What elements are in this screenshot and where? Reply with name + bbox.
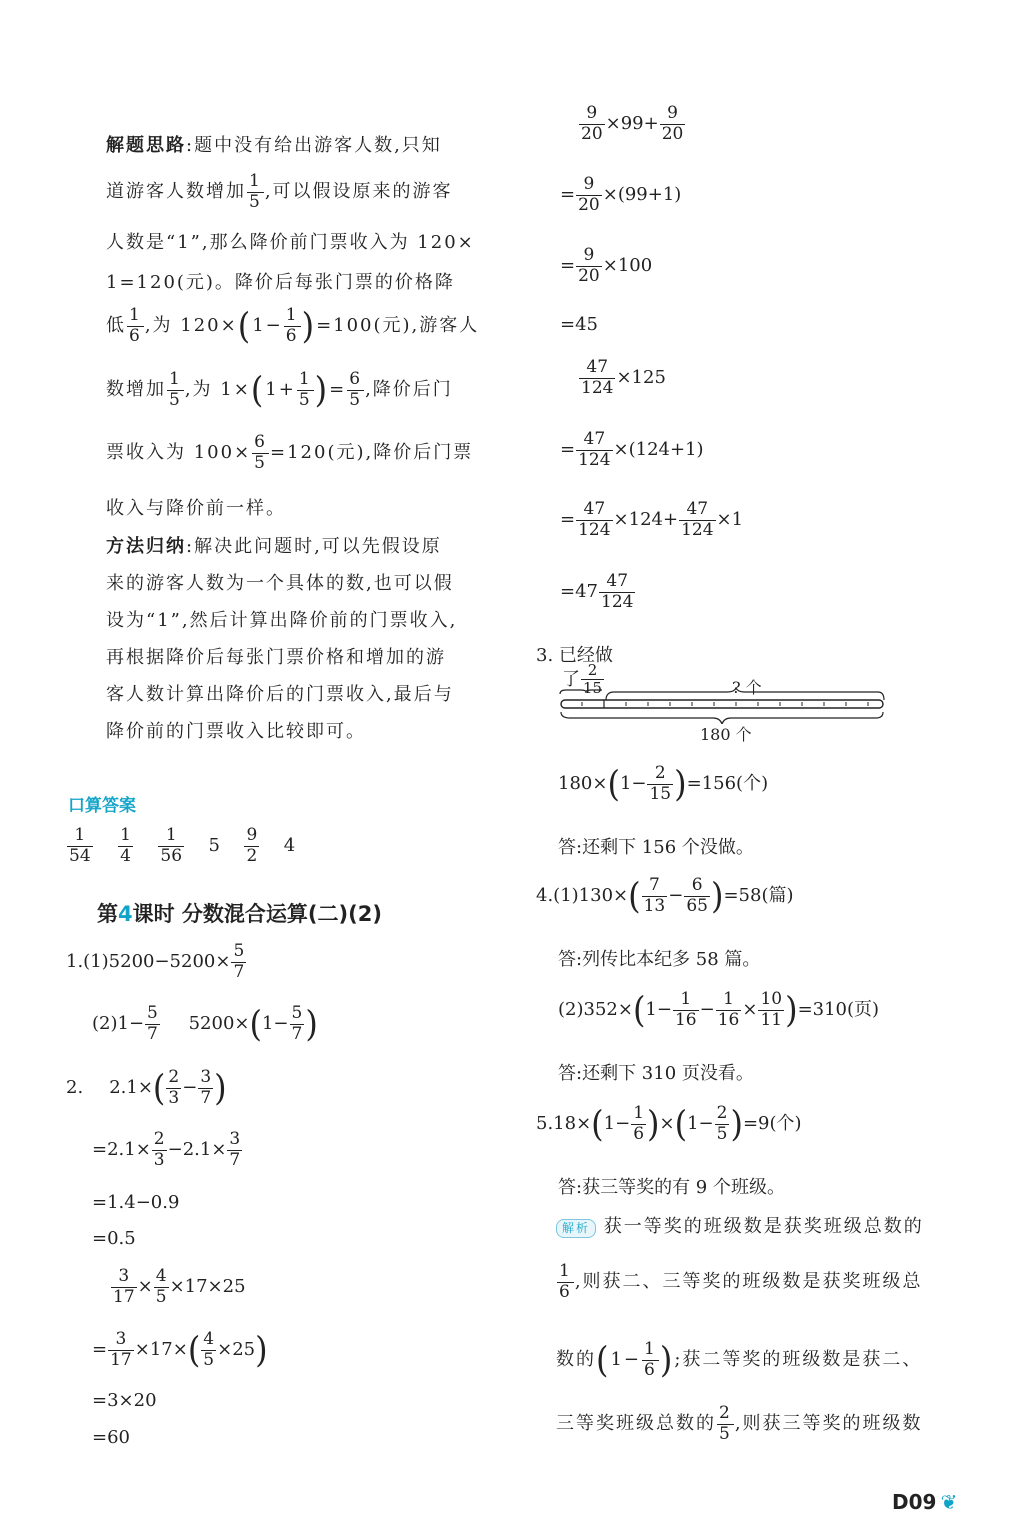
idea-line-2: 道游客人数增加 $\frac{1}{5}$ ,可以假设原来的游客 <box>106 171 453 212</box>
q3-label: 3. 已经做 <box>536 645 613 666</box>
q2-line5: $\frac{3}{17}$ × $\frac{4}{5}$ ×17×25 <box>113 1266 246 1307</box>
leaf-icon: ❦ <box>940 1490 958 1514</box>
fraction: $\frac{6}{5}$ <box>254 432 267 473</box>
fraction: $\frac{4}{5}$ <box>155 1266 167 1307</box>
calc-line-5: $\frac{47}{124}$ ×125 <box>581 357 666 398</box>
fraction: $\frac{3}{17}$ <box>110 1329 132 1370</box>
fraction: $\frac{9}{20}$ <box>661 103 684 144</box>
q1-part2: (2)1− $\frac{5}{7}$ 5200×(1− $\frac{5}{7}$ ) <box>92 1003 318 1045</box>
idea-line-7: 票收入为 100× $\frac{6}{5}$ =120(元),降价后门票 <box>106 432 474 473</box>
fraction: $\frac{9}{20}$ <box>581 103 603 144</box>
q3-unknown-label: ? 个 <box>732 678 762 697</box>
method-line-2: 来的游客人数为一个具体的数,也可以假 <box>106 573 454 594</box>
method-line-6: 降价前的门票收入比较即可。 <box>106 721 366 742</box>
fraction: $\frac{1}{6}$ <box>129 305 142 346</box>
fraction: $\frac{47}{124}$ <box>601 571 634 612</box>
q3-total-label: 180 个 <box>700 725 752 744</box>
fraction: $\frac{1}{6}$ <box>559 1261 572 1302</box>
fraction: $\frac{2}{5}$ <box>716 1103 728 1144</box>
fraction: $\frac{2}{15}$ <box>649 763 672 804</box>
fraction: $\frac{2}{3}$ <box>168 1067 180 1108</box>
idea-line-8: 收入与降价前一样。 <box>106 498 286 519</box>
q4-part2: (2)352×(1− $\frac{1}{16}$ − $\frac{1}{16}$ × $\frac{10}{11}$ )=310(页) <box>558 989 880 1031</box>
fraction: $\frac{1}{16}$ <box>717 989 740 1030</box>
q1-part1: 1.(1)5200−5200× $\frac{5}{7}$ <box>66 941 245 982</box>
q2-line8: =60 <box>92 1427 130 1448</box>
calc-line-1: $\frac{9}{20}$ ×99+ $\frac{9}{20}$ <box>581 103 684 144</box>
fraction: $\frac{3}{7}$ <box>200 1067 212 1108</box>
q4-part2-answer: 答:还剩下 310 页没看。 <box>558 1063 754 1084</box>
page-number: D09 ❦ <box>892 1490 958 1514</box>
segment-diagram <box>558 688 888 724</box>
fraction: $\frac{47}{124}$ <box>681 499 714 540</box>
fraction: $\frac{1}{5}$ <box>169 369 182 410</box>
calc-line-6: = $\frac{47}{124}$ ×(124+1) <box>560 429 704 470</box>
method-line-1: 方法归纳:解决此问题时,可以先假设原 <box>106 536 442 557</box>
calc-line-8: =47 $\frac{47}{124}$ <box>560 571 634 612</box>
idea-label: 解题思路 <box>106 135 186 156</box>
fraction: $\frac{5}{7}$ <box>233 941 245 982</box>
calc-line-3: = $\frac{9}{20}$ ×100 <box>560 245 653 286</box>
fraction: $\frac{6}{5}$ <box>349 369 363 410</box>
fraction: $\frac{9}{20}$ <box>578 174 600 215</box>
oral-title: 口算答案 <box>68 796 136 816</box>
q5-equation: 5.18×(1− $\frac{1}{6}$ )×(1− $\frac{2}{5}$ )=9(个) <box>536 1103 802 1145</box>
analysis-tag: 解析 <box>556 1219 596 1238</box>
q3-done-label: 了 $\frac{2}{15}$ <box>562 661 603 698</box>
idea-line-5: 低 $\frac{1}{6}$ ,为 120×(1− $\frac{1}{6}$ )=100(元),游客人 <box>106 305 480 347</box>
fraction: $\frac{6}{65}$ <box>686 875 708 916</box>
fraction: $\frac{10}{11}$ <box>760 989 783 1030</box>
calc-line-2: = $\frac{9}{20}$ ×(99+1) <box>560 174 682 215</box>
fraction: $\frac{7}{13}$ <box>643 875 666 916</box>
fraction: $\frac{1}{5}$ <box>298 369 312 410</box>
fraction: $\frac{5}{7}$ <box>147 1003 158 1044</box>
fraction: $\frac{3}{17}$ <box>113 1266 135 1307</box>
segment-bar <box>558 688 888 724</box>
q2-line1: 2. 2.1×( $\frac{2}{3}$ − $\frac{3}{7}$ ) <box>66 1067 227 1109</box>
fraction: $\frac{9}{2}$ <box>246 825 258 866</box>
idea-line-3: 人数是“1”,那么降价前门票收入为 120× <box>106 232 475 253</box>
fraction: $\frac{1}{6}$ <box>285 305 299 346</box>
fraction: $\frac{1}{6}$ <box>644 1339 657 1380</box>
idea-line-6: 数增加 $\frac{1}{5}$ ,为 1×(1+ $\frac{1}{5}$ )= $\frac{6}{5}$ ,降价后门 <box>106 369 453 411</box>
q2-line6: = $\frac{3}{17}$ ×17×( $\frac{4}{5}$ ×25) <box>92 1329 268 1371</box>
q2-line2: =2.1× $\frac{2}{3}$ −2.1× $\frac{3}{7}$ <box>92 1129 241 1170</box>
method-label: 方法归纳 <box>106 536 186 557</box>
method-line-3: 设为“1”,然后计算出降价前的门票收入, <box>106 610 458 631</box>
q4-part1: 4.(1)130×( $\frac{7}{13}$ − $\frac{6}{65}$ )=58(篇) <box>536 875 794 917</box>
q4-part1-answer: 答:列传比本纪多 58 篇。 <box>558 949 761 970</box>
q2-line7: =3×20 <box>92 1390 157 1411</box>
fraction: $\frac{1}{6}$ <box>633 1103 645 1144</box>
fraction: $\frac{47}{124}$ <box>581 357 614 398</box>
fraction: $\frac{47}{124}$ <box>578 429 611 470</box>
q2-line4: =0.5 <box>92 1228 136 1249</box>
fraction: $\frac{4}{5}$ <box>203 1329 215 1370</box>
method-line-5: 客人数计算出降价后的门票收入,最后与 <box>106 684 454 705</box>
analysis-line-1: 解析 获一等奖的班级数是获奖班级总数的 <box>556 1214 924 1239</box>
fraction: $\frac{5}{7}$ <box>291 1003 303 1044</box>
fraction: $\frac{2}{15}$ <box>583 661 603 698</box>
fraction: $\frac{1}{56}$ <box>160 825 183 866</box>
calc-line-4: =45 <box>560 314 598 335</box>
fraction: $\frac{2}{3}$ <box>153 1129 165 1170</box>
q3-equation: 180×(1− $\frac{2}{15}$ )=156(个) <box>558 763 769 805</box>
lesson-heading: 第4课时 分数混合运算(二)(2) <box>97 902 382 926</box>
method-line-4: 再根据降价后每张门票价格和增加的游 <box>106 647 446 668</box>
q3-answer: 答:还剩下 156 个没做。 <box>558 837 754 858</box>
fraction: $\frac{1}{4}$ <box>120 825 131 866</box>
fraction: $\frac{9}{20}$ <box>578 245 600 286</box>
q5-answer: 答:获三等奖的有 9 个班级。 <box>558 1177 785 1198</box>
q2-line3: =1.4−0.9 <box>92 1192 180 1213</box>
fraction: $\frac{47}{124}$ <box>578 499 611 540</box>
analysis-line-3: 数的(1− $\frac{1}{6}$ );获二等奖的班级数是获二、 <box>556 1339 923 1381</box>
oral-answers: $\frac{1}{54}$ $\frac{1}{4}$ $\frac{1}{56}$ 5 $\frac{9}{2}$ 4 <box>69 825 296 866</box>
idea-line-4: 1=120(元)。降价后每张门票的价格降 <box>106 272 455 293</box>
analysis-line-2: $\frac{1}{6}$ ,则获二、三等奖的班级数是获奖班级总 <box>559 1261 923 1302</box>
fraction: $\frac{1}{54}$ <box>69 825 91 866</box>
analysis-line-4: 三等奖班级总数的 $\frac{2}{5}$ ,则获三等奖的班级数 <box>556 1403 923 1444</box>
fraction: $\frac{2}{5}$ <box>719 1403 732 1444</box>
fraction: $\frac{3}{7}$ <box>229 1129 241 1170</box>
fraction: $\frac{1}{5}$ <box>249 171 262 212</box>
fraction: $\frac{1}{16}$ <box>674 989 697 1030</box>
idea-line-1: 解题思路:题中没有给出游客人数,只知 <box>106 135 442 156</box>
calc-line-7: = $\frac{47}{124}$ ×124+ $\frac{47}{124}$ ×1 <box>560 499 744 540</box>
